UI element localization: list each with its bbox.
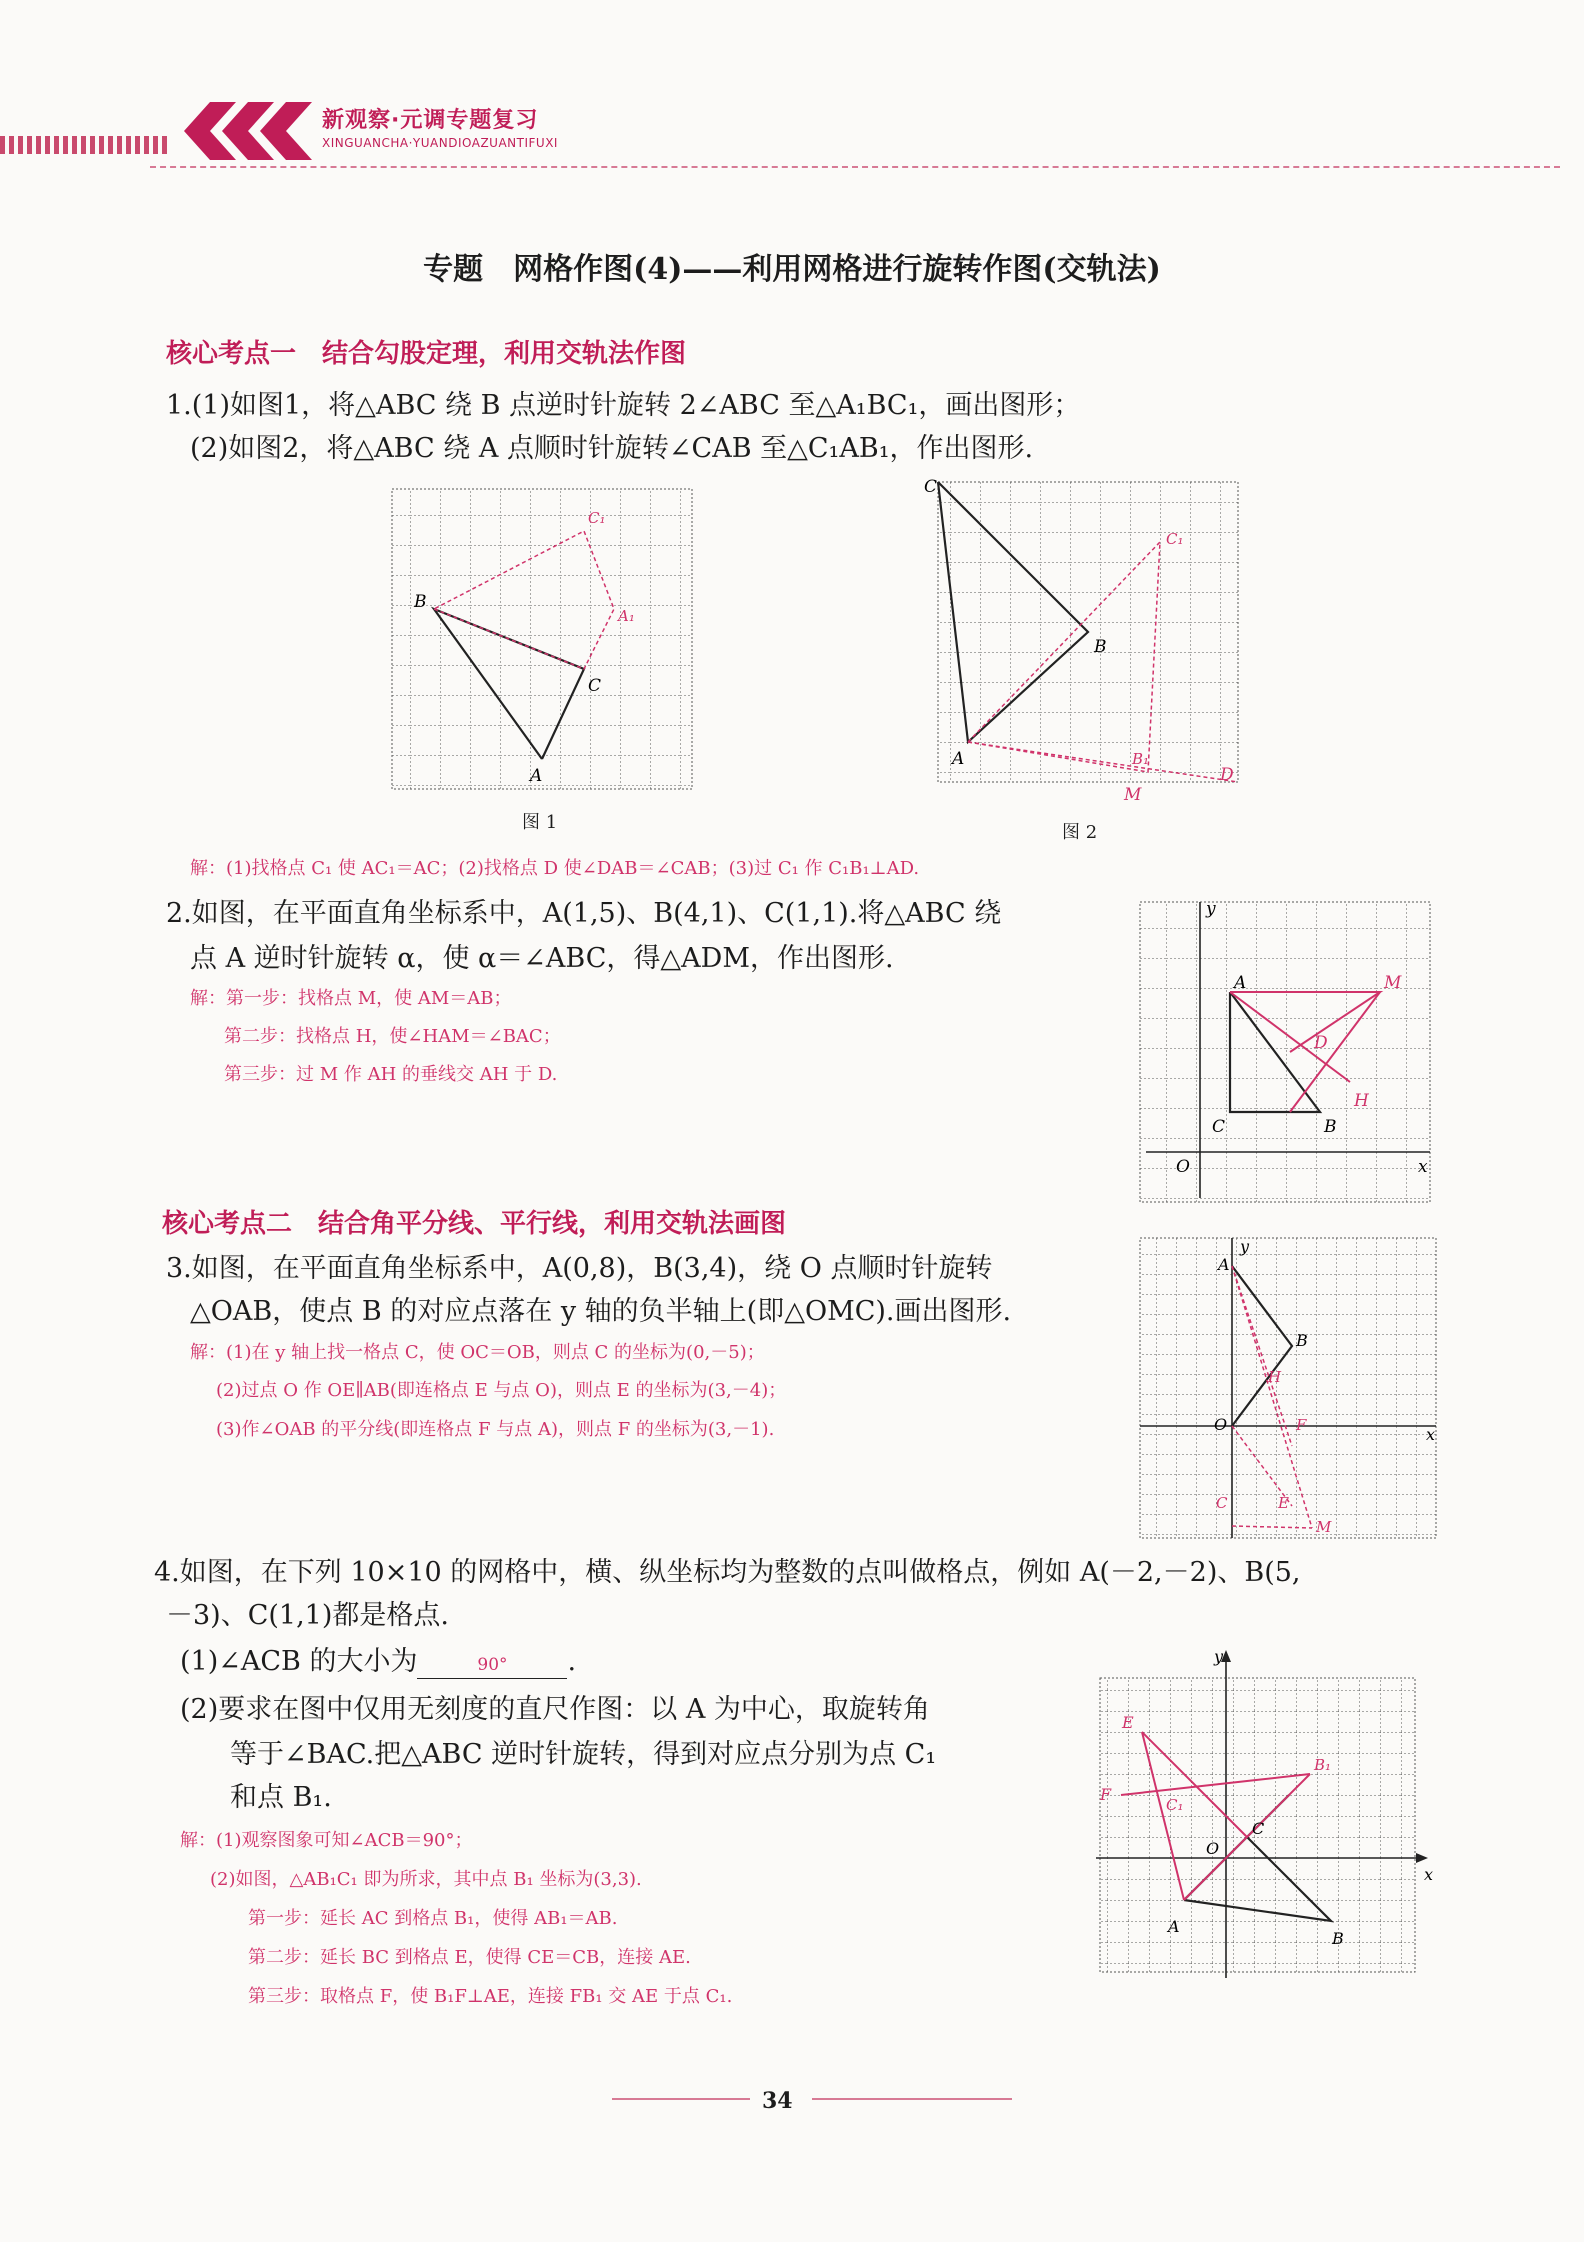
- fig3-label-d: D: [1314, 1033, 1328, 1053]
- fig3-label-x: x: [1418, 1157, 1428, 1177]
- fig5-label-y: y: [1214, 1648, 1224, 1666]
- fig2-label-c: C: [924, 477, 938, 497]
- q1-answer: 解：(1)找格点 C₁ 使 AC₁＝AC；(2)找格点 D 使∠DAB＝∠CAB；(3)过 C₁ 作 C₁B₁⊥AD.: [190, 858, 920, 879]
- page-title: 专题 网格作图(4)——利用网格进行旋转作图(交轨法): [423, 252, 1161, 287]
- header-stripes: [0, 136, 170, 154]
- q1-line1: 1.(1)如图1，将△ABC 绕 B 点逆时针旋转 2∠ABC 至△A₁BC₁，画出图形；: [166, 390, 1081, 421]
- fig3-label-b: B: [1324, 1117, 1337, 1137]
- q4-answer-1: 解：(1)观察图象可知∠ACB＝90°；: [180, 1830, 473, 1851]
- fig5-label-b1: B₁: [1314, 1756, 1332, 1774]
- q4-answer-step1: 第一步：延长 AC 到格点 B₁，使得 AB₁＝AB.: [248, 1908, 618, 1929]
- fig5-label-o: O: [1206, 1839, 1220, 1858]
- fig5-label-x: x: [1424, 1865, 1434, 1884]
- fig1-label-c: C: [588, 676, 602, 696]
- q4-answer-step3: 第三步：取格点 F，使 B₁F⊥AE，连接 FB₁ 交 AE 于点 C₁.: [248, 1986, 733, 2007]
- figure-1-caption: 图 1: [522, 812, 558, 833]
- fig4-label-h: H: [1268, 1368, 1282, 1386]
- q4-part1-suffix: .: [567, 1646, 577, 1677]
- q4-part1: [180, 1640, 576, 1683]
- x-axis-arrow-icon: [1416, 1853, 1428, 1863]
- q3-line1: 3.如图，在平面直角坐标系中，A(0,8)，B(3,4)，绕 O 点顺时针旋转: [166, 1253, 993, 1284]
- fig4-label-b: B: [1296, 1331, 1308, 1350]
- grid: [1140, 1238, 1436, 1538]
- fig4-label-y: y: [1240, 1237, 1250, 1256]
- fig5-label-c1: C₁: [1166, 1796, 1184, 1814]
- fig5-label-f: F: [1100, 1785, 1112, 1804]
- q4-part2-line1: (2)要求在图中仅用无刻度的直尺作图：以 A 为中心，取旋转角: [180, 1694, 930, 1725]
- fig2-label-b: B: [1094, 637, 1107, 657]
- fig2-label-a: A: [952, 749, 965, 769]
- q4-part1-prefix: (1)∠ACB 的大小为: [180, 1646, 418, 1677]
- q2-line2: 点 A 逆时针旋转 α，使 α＝∠ABC，得△ADM，作出图形.: [190, 943, 894, 974]
- q4-line2: －3)、C(1,1)都是格点.: [166, 1600, 449, 1631]
- fig4-label-e: E: [1278, 1494, 1289, 1512]
- figure-2: [920, 472, 1260, 802]
- fig5-label-e: E: [1122, 1713, 1134, 1732]
- series-title: 新观察·元调专题复习: [322, 108, 539, 133]
- q4-part1-answer: 90°: [417, 1652, 567, 1679]
- series-subtitle: XINGUANCHA·YUANDIOAZUANTIFUXI: [322, 136, 558, 150]
- fig3-label-m: M: [1384, 973, 1402, 993]
- fig4-label-f: F: [1296, 1416, 1307, 1434]
- fig2-label-d: D: [1220, 765, 1234, 785]
- figure-q4-coordinate-grid: [1086, 1648, 1442, 1988]
- q4-answer-step2: 第二步：延长 BC 到格点 E，使得 CE＝CB，连接 AE.: [248, 1947, 691, 1968]
- section-heading-1: 核心考点一 结合勾股定理，利用交轨法作图: [166, 339, 687, 369]
- footer-rule-left: [612, 2098, 750, 2100]
- fig4-label-x: x: [1426, 1425, 1436, 1444]
- q1-line2: (2)如图2，将△ABC 绕 A 点顺时针旋转∠CAB 至△C₁AB₁，作出图形.: [190, 433, 1034, 464]
- grid: [392, 489, 692, 789]
- figure-1: [380, 485, 700, 805]
- fig2-label-m: M: [1124, 785, 1142, 802]
- q3-answer-step1: 解：(1)在 y 轴上找一格点 C，使 OC＝OB，则点 C 的坐标为(0,－5)；: [190, 1342, 765, 1363]
- q3-answer-step2: (2)过点 O 作 OE∥AB(即连格点 E 与点 O)，则点 E 的坐标为(3,－4)；: [216, 1380, 787, 1401]
- fig3-label-c: C: [1212, 1117, 1226, 1137]
- fig5-label-a: A: [1168, 1917, 1180, 1936]
- q2-answer-step1: 解：第一步：找格点 M，使 AM＝AB；: [190, 988, 512, 1009]
- figure-q2-coordinate-plane: [1136, 898, 1436, 1208]
- q2-answer-step2: 第二步：找格点 H，使∠HAM＝∠BAC；: [224, 1026, 561, 1047]
- fig4-label-c: C: [1216, 1494, 1228, 1512]
- fig3-label-h: H: [1354, 1091, 1369, 1111]
- q3-answer-step3: (3)作∠OAB 的平分线(即连格点 F 与点 A)，则点 F 的坐标为(3,－1).: [216, 1419, 775, 1440]
- q3-line2: △OAB，使点 B 的对应点落在 y 轴的负半轴上(即△OMC).画出图形.: [190, 1296, 1012, 1327]
- q4-answer-2: (2)如图，△AB₁C₁ 即为所求，其中点 B₁ 坐标为(3,3).: [210, 1869, 642, 1890]
- header-rule: [150, 166, 1560, 168]
- fig1-label-b: B: [414, 592, 427, 612]
- footer-rule-right: [812, 2098, 1012, 2100]
- fig2-label-b1: B₁: [1132, 750, 1150, 768]
- fig5-label-b: B: [1332, 1929, 1344, 1948]
- q2-answer-step3: 第三步：过 M 作 AH 的垂线交 AH 于 D.: [224, 1064, 558, 1085]
- fig3-label-y: y: [1206, 899, 1216, 919]
- page-number: 34: [762, 2088, 793, 2114]
- fig5-label-c: C: [1252, 1819, 1265, 1838]
- fig4-label-o: O: [1214, 1415, 1228, 1434]
- q4-line1: 4.如图，在下列 10×10 的网格中，横、纵坐标均为整数的点叫做格点，例如 A(－2,－2)、B(5,: [154, 1557, 1301, 1588]
- fig4-label-m: M: [1316, 1518, 1332, 1536]
- fig1-label-c1: C₁: [588, 509, 606, 527]
- figure-2-caption: 图 2: [1062, 822, 1098, 843]
- fig4-label-a: A: [1218, 1255, 1230, 1274]
- q4-part2-line3: 和点 B₁.: [230, 1782, 332, 1813]
- fig3-label-a: A: [1234, 973, 1247, 993]
- series-logo-chevrons: [170, 98, 320, 164]
- fig2-label-c1: C₁: [1166, 530, 1184, 548]
- fig1-label-a1: A₁: [618, 607, 635, 625]
- q4-part2-line2: 等于∠BAC.把△ABC 逆时针旋转，得到对应点分别为点 C₁: [230, 1739, 937, 1770]
- fig1-label-a: A: [530, 766, 543, 786]
- figure-q3-coordinate-plane: [1136, 1234, 1442, 1542]
- section-heading-2: 核心考点二 结合角平分线、平行线，利用交轨法画图: [162, 1209, 787, 1239]
- q2-line1: 2.如图，在平面直角坐标系中，A(1,5)、B(4,1)、C(1,1).将△ABC 绕: [166, 898, 1002, 929]
- fig3-label-o: O: [1176, 1157, 1190, 1177]
